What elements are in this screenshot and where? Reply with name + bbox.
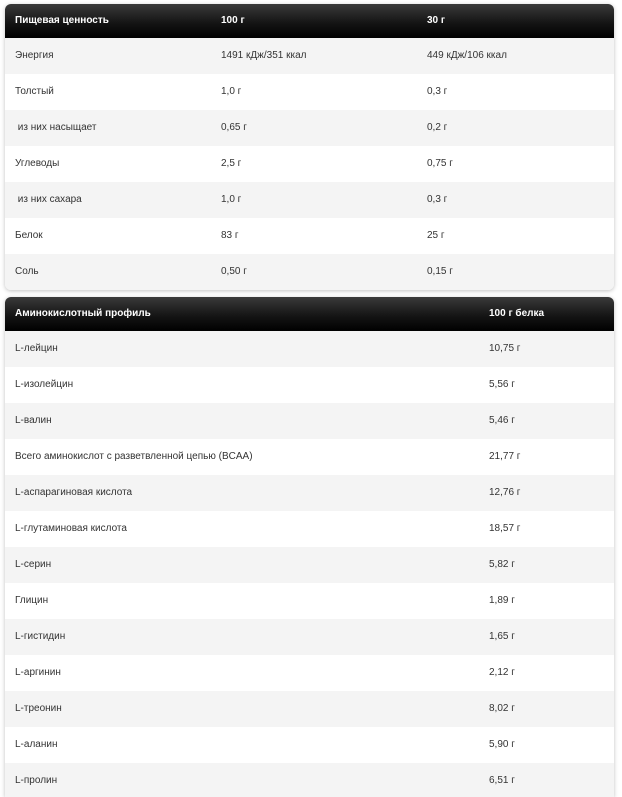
- amino-acid-name: Глицин: [15, 595, 49, 606]
- nutrient-name: из них сахара: [15, 194, 82, 205]
- table-row: [5, 182, 614, 218]
- amino-acid-value: 5,46 г: [489, 415, 515, 426]
- table-row: [5, 218, 614, 254]
- table-row: [5, 110, 614, 146]
- value-100g: 2,5 г: [221, 158, 242, 169]
- nutrient-name: Энергия: [15, 50, 54, 61]
- nutrient-name: Толстый: [15, 86, 54, 97]
- value-100g: 0,50 г: [221, 266, 247, 277]
- nutrition-table-header: [5, 4, 614, 38]
- table-row: [5, 74, 614, 110]
- table-row: [5, 146, 614, 182]
- amino-acid-name: L-лейцин: [15, 343, 58, 354]
- nutrient-name: Углеводы: [15, 158, 60, 169]
- value-100g: 1,0 г: [221, 194, 242, 205]
- table-row: [5, 691, 614, 727]
- header-per-100g-protein: 100 г белка: [489, 308, 545, 319]
- header-per-30g: 30 г: [427, 15, 446, 26]
- value-30g: 0,3 г: [427, 194, 448, 205]
- table-row: [5, 439, 614, 475]
- amino-acid-name: Всего аминокислот с разветвленной цепью (BCAA): [15, 451, 253, 462]
- amino-acid-name: L-гистидин: [15, 631, 66, 642]
- amino-acid-name: L-аланин: [15, 739, 58, 750]
- value-100g: 0,65 г: [221, 122, 247, 133]
- amino-acid-name: L-аргинин: [15, 667, 61, 678]
- nutrient-name: из них насыщает: [15, 122, 97, 133]
- amino-acid-name: L-пролин: [15, 775, 58, 786]
- table-row: [5, 547, 614, 583]
- amino-acid-name: L-глутаминовая кислота: [15, 523, 127, 534]
- amino-acid-name: L-треонин: [15, 703, 62, 714]
- value-30g: 449 кДж/106 ккал: [427, 50, 507, 61]
- amino-acid-name: L-аспарагиновая кислота: [15, 487, 133, 498]
- table-row: [5, 475, 614, 511]
- header-nutrition-value: Пищевая ценность: [15, 15, 109, 26]
- amino-acid-value: 8,02 г: [489, 703, 515, 714]
- amino-acid-value: 10,75 г: [489, 343, 521, 354]
- value-30g: 0,15 г: [427, 266, 453, 277]
- value-100g: 83 г: [221, 230, 239, 241]
- value-100g: 1491 кДж/351 ккал: [221, 50, 307, 61]
- value-30g: 0,2 г: [427, 122, 448, 133]
- amino-acid-name: L-валин: [15, 415, 52, 426]
- amino-acid-value: 18,57 г: [489, 523, 521, 534]
- nutrition-table-body: [5, 38, 614, 290]
- amino-acid-value: 5,82 г: [489, 559, 515, 570]
- amino-acid-name: L-изолейцин: [15, 379, 74, 390]
- table-row: [5, 619, 614, 655]
- header-amino-profile: Аминокислотный профиль: [15, 308, 151, 319]
- table-row: [5, 655, 614, 691]
- amino-acid-value: 1,89 г: [489, 595, 515, 606]
- nutrition-table: [5, 4, 614, 290]
- nutrient-name: Белок: [15, 230, 43, 241]
- table-row: [5, 511, 614, 547]
- header-per-100g: 100 г: [221, 15, 245, 26]
- amino-acid-value: 5,90 г: [489, 739, 515, 750]
- value-30g: 0,3 г: [427, 86, 448, 97]
- amino-acid-value: 6,51 г: [489, 775, 515, 786]
- table-row: [5, 38, 614, 74]
- amino-acid-value: 1,65 г: [489, 631, 515, 642]
- amino-table-header: [5, 297, 614, 331]
- nutrient-name: Соль: [15, 266, 39, 277]
- amino-acid-value: 2,12 г: [489, 667, 515, 678]
- value-30g: 25 г: [427, 230, 445, 241]
- table-row: [5, 254, 614, 290]
- table-row: [5, 331, 614, 367]
- value-100g: 1,0 г: [221, 86, 242, 97]
- table-row: [5, 367, 614, 403]
- amino-acid-value: 21,77 г: [489, 451, 521, 462]
- table-row: [5, 763, 614, 797]
- table-row: [5, 727, 614, 763]
- table-row: [5, 583, 614, 619]
- amino-acid-value: 5,56 г: [489, 379, 515, 390]
- amino-acid-table: [5, 297, 614, 797]
- value-30g: 0,75 г: [427, 158, 453, 169]
- table-row: [5, 403, 614, 439]
- amino-table-body: [5, 331, 614, 797]
- amino-acid-value: 12,76 г: [489, 487, 521, 498]
- amino-acid-name: L-серин: [15, 559, 52, 570]
